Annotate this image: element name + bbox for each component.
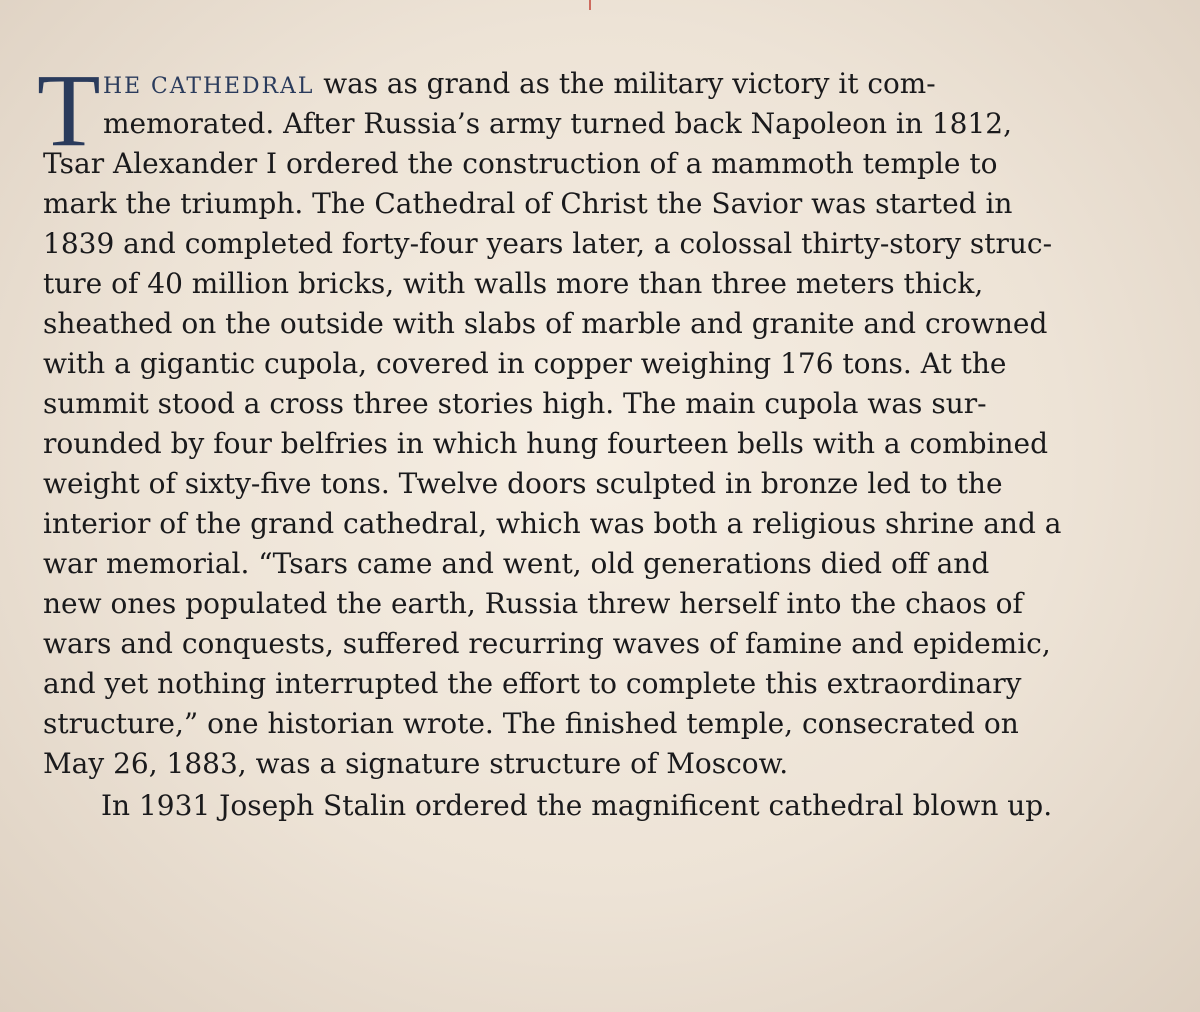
paragraph-line-16 xyxy=(43,664,1021,704)
line-text-10: weight of sixty-five tons. Twelve doors sculpted in bronze led to the xyxy=(43,467,1003,500)
line-text-14: wars and conquests, suffered recurring waves of famine and epidemic, xyxy=(43,627,1051,660)
line-text-11: interior of the grand cathedral, which was both a religious shrine and a xyxy=(43,507,1062,540)
paragraph-line-3 xyxy=(43,144,998,184)
line-text-1: memorated. After Russia’s army turned back Napoleon in 1812, xyxy=(103,107,1012,140)
paragraph-line-15 xyxy=(43,624,1051,664)
page-edge-mark xyxy=(589,0,591,10)
drop-cap: T xyxy=(37,53,101,168)
paragraph-line-2 xyxy=(103,104,1012,144)
line-text-0: was as grand as the military victory it com- xyxy=(314,67,936,100)
line-text-5: ture of 40 million bricks, with walls more than three meters thick, xyxy=(43,267,984,300)
line-text-18: In 1931 Joseph Stalin ordered the magnificent cathedral blown up. xyxy=(101,789,1053,822)
paragraph-line-12 xyxy=(43,504,1061,544)
paragraph-line-18 xyxy=(43,744,788,784)
line-text-7: with a gigantic cupola, covered in copper weighing 176 tons. At the xyxy=(43,347,1007,380)
paragraph-line-10 xyxy=(43,424,1048,464)
paragraph-line-1 xyxy=(103,64,1158,104)
paragraph-line-13 xyxy=(43,544,989,584)
line-text-15: and yet nothing interrupted the effort to complete this extraordinary xyxy=(43,667,1022,700)
paragraph-line-4 xyxy=(43,184,1012,224)
paragraph-line-9 xyxy=(43,384,987,424)
line-text-12: war memorial. “Tsars came and went, old generations died off and xyxy=(43,547,990,580)
paragraph-line-17 xyxy=(43,704,1019,744)
line-text-3: mark the triumph. The Cathedral of Christ the Savior was started in xyxy=(43,187,1013,220)
line-text-8: summit stood a cross three stories high. The main cupola was sur- xyxy=(43,387,987,420)
paragraph-line-19 xyxy=(101,786,1052,826)
line-text-4: 1839 and completed forty-four years later, a colossal thirty-story struc- xyxy=(43,227,1053,260)
paragraph-line-7 xyxy=(43,304,1047,344)
line-text-6: sheathed on the outside with slabs of marble and granite and crowned xyxy=(43,307,1048,340)
small-caps-lead: HE CATHEDRAL xyxy=(103,74,315,99)
line-text-2: Tsar Alexander I ordered the construction of a mammoth temple to xyxy=(43,147,998,180)
line-text-13: new ones populated the earth, Russia threw herself into the chaos of xyxy=(43,587,1023,620)
paragraph-line-6 xyxy=(43,264,983,304)
paragraph-line-14 xyxy=(43,584,1023,624)
paragraph-line-8 xyxy=(43,344,1006,384)
line-text-16: structure,” one historian wrote. The finished temple, consecrated on xyxy=(43,707,1019,740)
line-text-9: rounded by four belfries in which hung fourteen bells with a combined xyxy=(43,427,1049,460)
paragraph-line-11 xyxy=(43,464,1003,504)
line-text-17: May 26, 1883, was a signature structure of Moscow. xyxy=(43,747,789,780)
paragraph-line-5 xyxy=(43,224,1052,264)
